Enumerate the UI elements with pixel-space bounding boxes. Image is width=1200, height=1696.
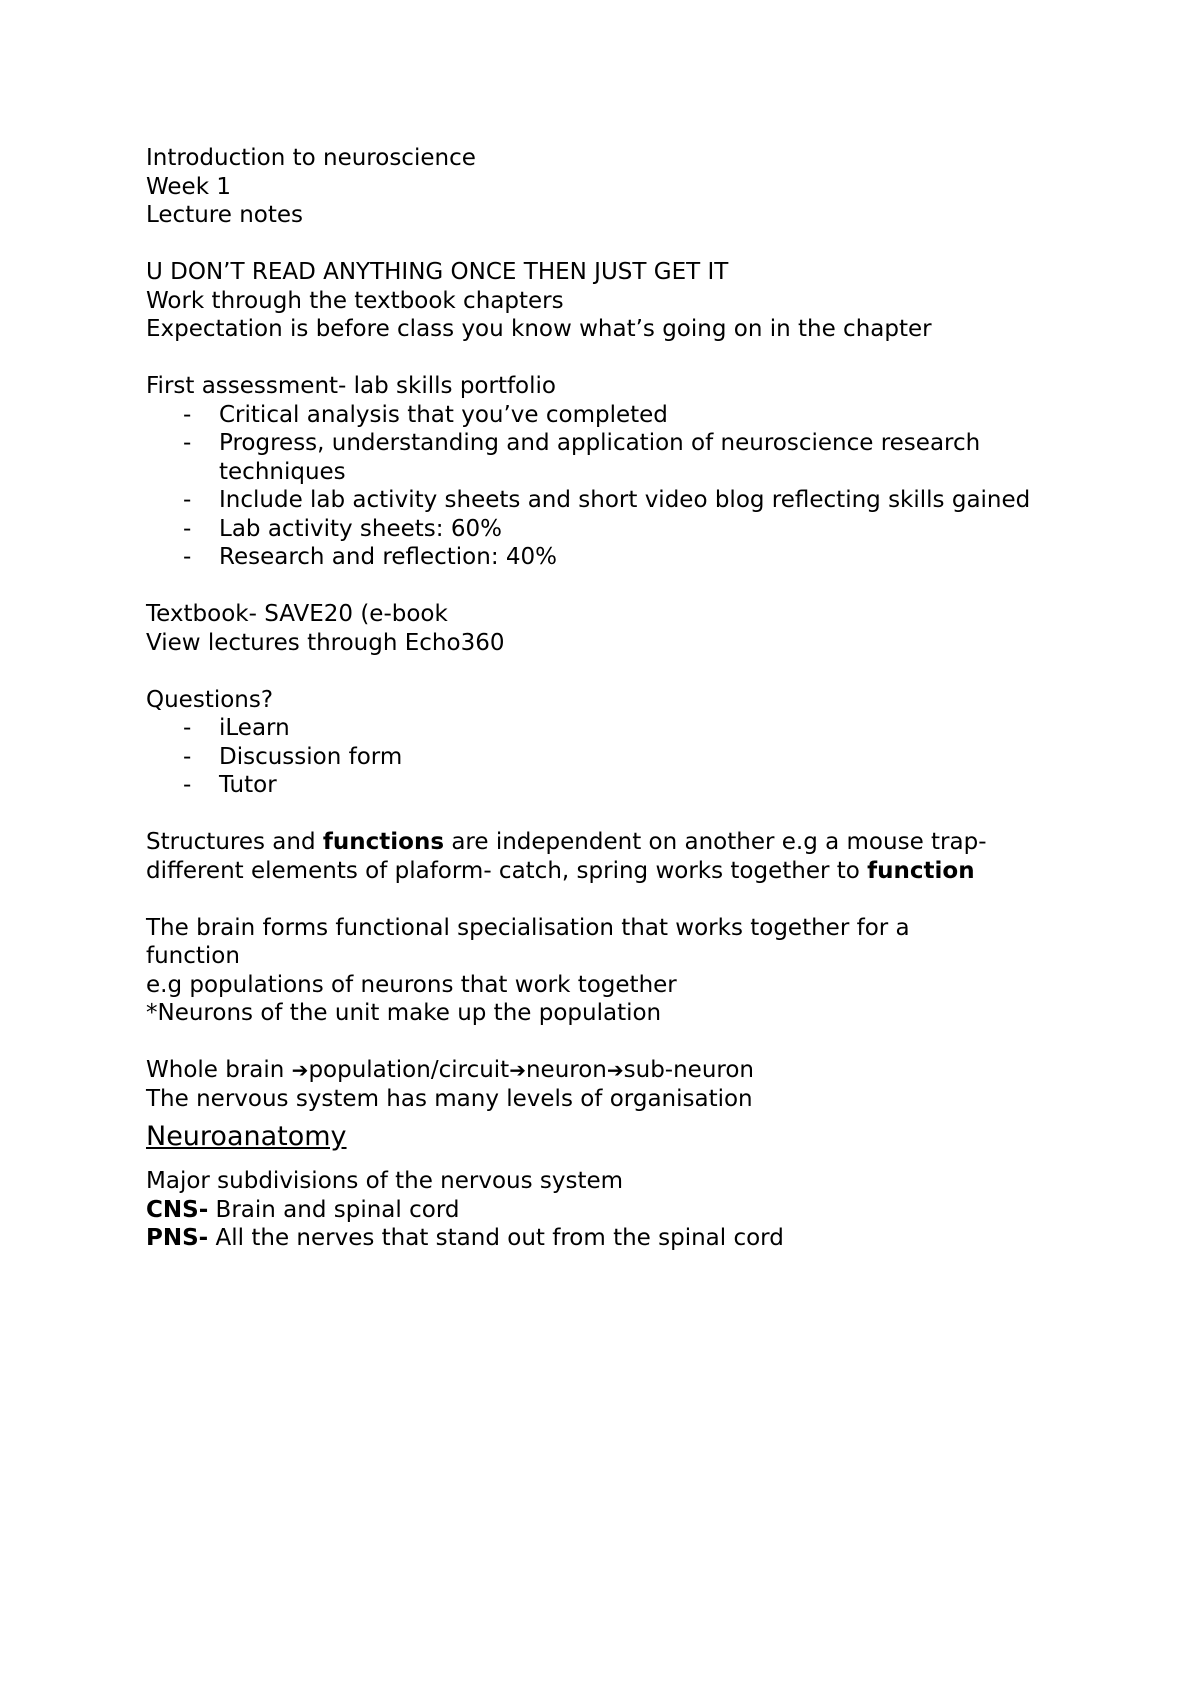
intro-line: Work through the textbook chapters xyxy=(146,287,564,314)
document-title: Introduction to neuroscience xyxy=(146,145,476,171)
structures-paragraph-line xyxy=(146,828,1046,857)
intro-line: Expectation is before class you know what’s going on in the chapter xyxy=(146,316,932,342)
pns-label: PNS- xyxy=(146,1225,209,1251)
list-item: - Progress, understanding and application of neuroscience research techniques xyxy=(146,429,1046,486)
document-subtitle: Lecture notes xyxy=(146,202,304,228)
text-run: different elements of plaform- catch, spring works together to xyxy=(146,857,868,884)
spacer xyxy=(146,344,1046,373)
brain-line: *Neurons of the unit make up the population xyxy=(146,1000,662,1026)
text-run: Whole brain xyxy=(146,1057,292,1083)
spacer xyxy=(146,1028,1046,1057)
intro-warning: U DON’T READ ANYTHING ONCE THEN JUST GET IT xyxy=(146,259,729,285)
levels-summary: The nervous system has many levels of organisation xyxy=(146,1085,753,1112)
text-run: neuron xyxy=(525,1057,607,1083)
text-run: Structures and xyxy=(146,829,323,855)
section-heading: Neuroanatomy xyxy=(146,1121,347,1152)
questions-heading: Questions? xyxy=(146,686,274,713)
bold-term: functions xyxy=(322,829,445,855)
list-item: - Tutor xyxy=(146,771,1046,800)
list-item: - iLearn xyxy=(146,714,1046,743)
arrow-icon: ➔ xyxy=(291,1058,309,1082)
brain-paragraph: The brain forms functional specialisation that works together for a function xyxy=(146,914,910,969)
text-run: Brain and spinal cord xyxy=(208,1196,460,1223)
spacer xyxy=(146,800,1046,829)
list-item: - Critical analysis that you’ve completed xyxy=(146,401,1046,430)
spacer xyxy=(146,572,1046,601)
list-item: - Include lab activity sheets and short video blog reflecting skills gained xyxy=(146,486,1046,515)
week-label: Week 1 xyxy=(146,173,231,200)
arrow-icon: ➔ xyxy=(606,1058,624,1082)
text-run: are independent on another e.g a mouse trap- xyxy=(444,829,987,855)
list-item: - Research and reflection: 40% xyxy=(146,543,1046,572)
text-run: All the nerves that stand out from the spinal cord xyxy=(208,1225,784,1251)
lectures-line: View lectures through Echo360 xyxy=(146,629,505,656)
list-item: - Lab activity sheets: 60% xyxy=(146,515,1046,544)
arrow-icon: ➔ xyxy=(509,1058,526,1082)
spacer xyxy=(146,885,1046,914)
pns-line xyxy=(146,1224,1046,1253)
questions-list xyxy=(146,714,1046,800)
cns-label: CNS- xyxy=(146,1196,209,1223)
bold-term: function xyxy=(867,857,975,884)
text-run: population/circuit xyxy=(308,1057,510,1083)
neuroanatomy-line: Major subdivisions of the nervous system xyxy=(146,1168,624,1194)
brain-line: e.g populations of neurons that work together xyxy=(146,971,677,998)
assessment-list xyxy=(146,401,1046,572)
structures-paragraph-line xyxy=(146,857,1046,886)
levels-line xyxy=(146,1056,1046,1085)
spacer xyxy=(146,230,1046,259)
cns-line xyxy=(146,1196,1046,1225)
textbook-line: Textbook- SAVE20 (e-book xyxy=(146,601,448,627)
assessment-heading: First assessment- lab skills portfolio xyxy=(146,373,556,399)
document-body xyxy=(146,144,1046,1253)
spacer xyxy=(146,657,1046,686)
list-item: - Discussion form xyxy=(146,743,1046,772)
text-run: sub-neuron xyxy=(623,1057,755,1083)
